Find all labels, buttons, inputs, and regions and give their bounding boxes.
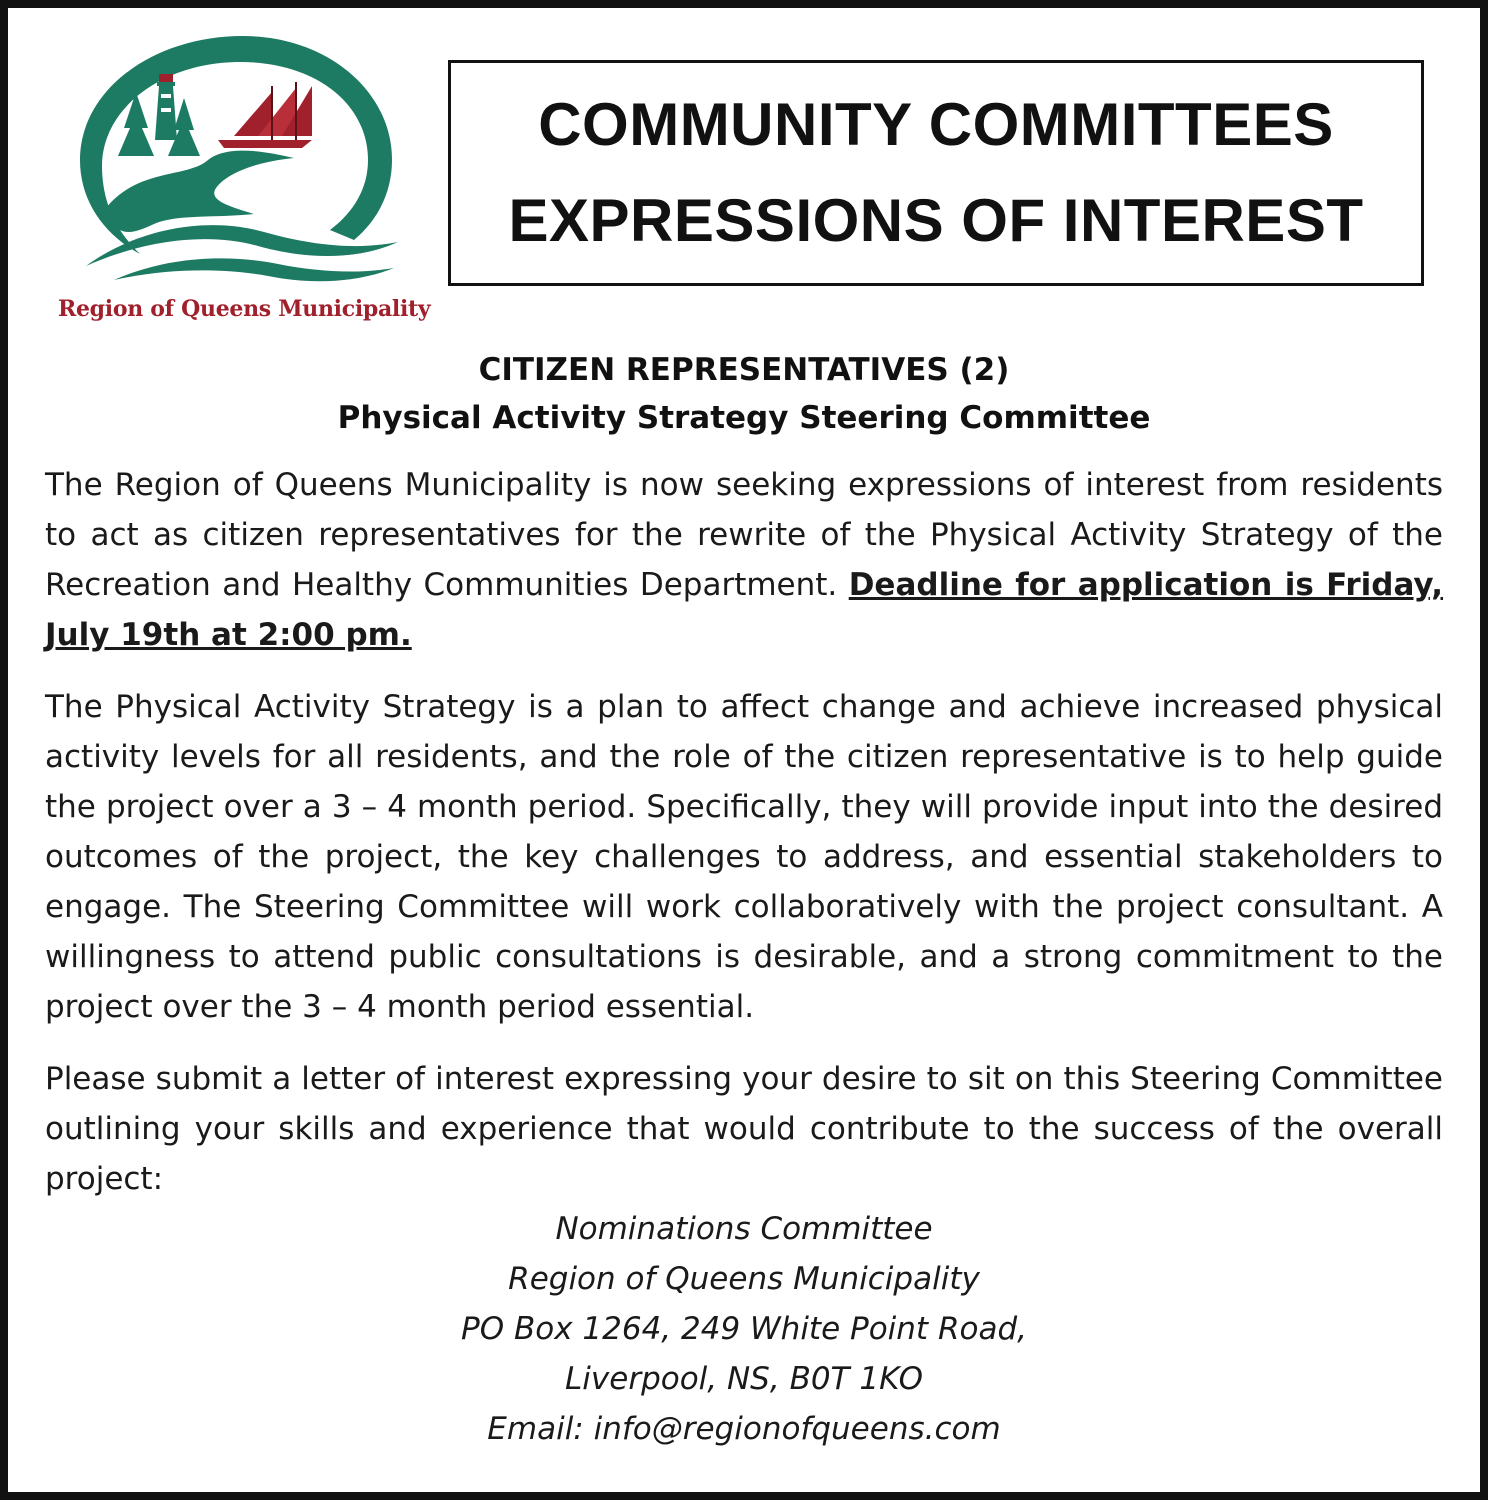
address-email: Email: info@regionofqueens.com bbox=[487, 1411, 1001, 1447]
logo-caption: Region of Queens Municipality bbox=[58, 296, 431, 322]
address-recipient: Nominations Committee bbox=[555, 1211, 933, 1247]
mailing-address bbox=[45, 1204, 1443, 1454]
intro-text: The Region of Queens Municipality is now seeking expressions of interest from residents to act as citizen representatives for the rewrite of the Physical Activity Strategy of the Recreation and Healthy Communities Department. bbox=[45, 467, 1443, 603]
address-organization: Region of Queens Municipality bbox=[508, 1261, 980, 1297]
submission-paragraph: Please submit a letter of interest expressing your desire to sit on this Steering Committee outlining your skills and experience that would contribute to the success of the overall project: bbox=[45, 1061, 1443, 1197]
section-subheading: Physical Activity Strategy Steering Committee bbox=[337, 400, 1151, 436]
strategy-paragraph: The Physical Activity Strategy is a plan to affect change and achieve increased physical activity levels for all residents, and the role of the citizen representative is to help guide the project over a 3 – 4 month period. Specifically, they will provide input into the desired outcomes of the project, the key challenges to address, and essential stakeholders to engage. The Steering Committee will work collaboratively with the project consultant. A willingness to attend public consultations is desirable, and a strong commitment to the project over the 3 – 4 month period essential. bbox=[45, 689, 1443, 1025]
notice-content bbox=[45, 346, 1443, 1454]
title-line-1: COMMUNITY COMMITTEES bbox=[538, 91, 1334, 158]
address-street: PO Box 1264, 249 White Point Road, bbox=[461, 1311, 1027, 1347]
intro-paragraph bbox=[45, 460, 1443, 660]
deadline-text: Deadline for application is Friday, July 19th at 2:00 pm. bbox=[45, 567, 1444, 653]
queens-q-emblem-icon bbox=[58, 28, 408, 293]
municipality-logo bbox=[58, 28, 431, 333]
address-city: Liverpool, NS, B0T 1KO bbox=[565, 1361, 923, 1397]
title-line-2: EXPRESSIONS OF INTEREST bbox=[508, 187, 1364, 254]
title-box bbox=[448, 60, 1424, 286]
section-heading: CITIZEN REPRESENTATIVES (2) bbox=[478, 352, 1010, 388]
